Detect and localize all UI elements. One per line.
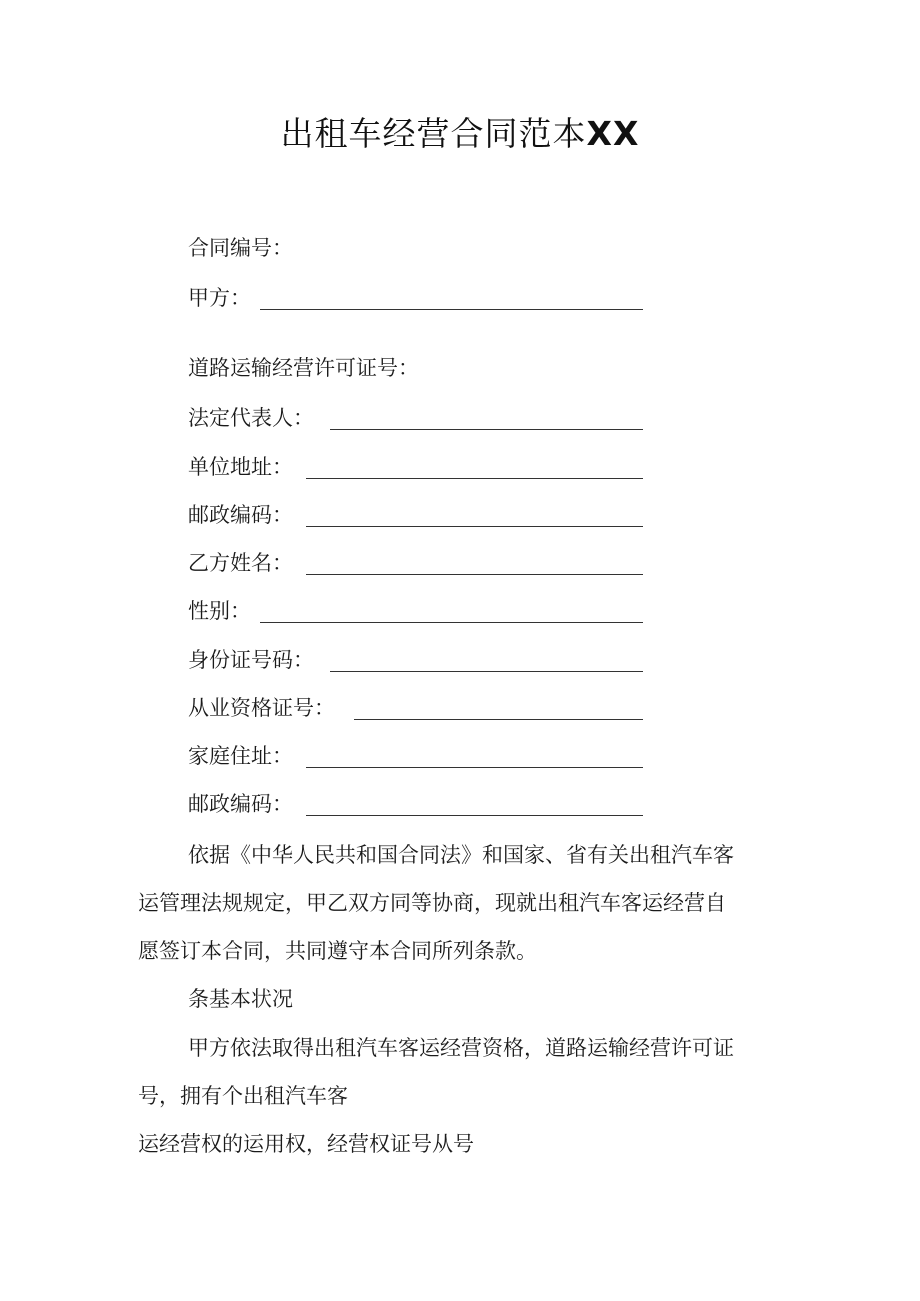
body-paragraph-2-line-2: 号，拥有个出租汽车客 bbox=[138, 1084, 348, 1108]
home-address-label: 家庭住址： bbox=[188, 744, 293, 768]
legal-rep-field[interactable] bbox=[188, 400, 643, 432]
title-suffix: XX bbox=[586, 114, 640, 153]
party-b-name-label: 乙方姓名： bbox=[188, 551, 293, 575]
legal-rep-label: 法定代表人： bbox=[188, 406, 314, 430]
id-number-field[interactable] bbox=[188, 642, 643, 674]
body-paragraph-2-line-1: 甲方依法取得出租汽车客运经营资格，道路运输经营许可证 bbox=[188, 1036, 734, 1060]
gender-blank[interactable] bbox=[260, 621, 643, 623]
postal-code-a-blank[interactable] bbox=[306, 525, 643, 527]
qualification-no-label: 从业资格证号： bbox=[188, 696, 335, 720]
road-permit-label: 道路运输经营许可证号： bbox=[188, 356, 419, 380]
document-title bbox=[0, 108, 920, 155]
postal-code-a-label: 邮政编码： bbox=[188, 503, 293, 527]
title-main: 出租车经营合同范本 bbox=[280, 114, 587, 153]
body-paragraph-1-line-2: 运管理法规规定，甲乙双方同等协商，现就出租汽车客运经营自 bbox=[138, 891, 726, 915]
party-b-name-field[interactable] bbox=[188, 545, 643, 577]
road-permit-field bbox=[188, 350, 648, 382]
contract-number-label: 合同编号： bbox=[188, 236, 293, 260]
home-address-field[interactable] bbox=[188, 738, 643, 770]
postal-code-b-blank[interactable] bbox=[306, 814, 643, 816]
party-b-name-blank[interactable] bbox=[306, 573, 643, 575]
section-title: 条基本状况 bbox=[188, 987, 293, 1011]
party-a-field[interactable] bbox=[188, 280, 643, 312]
gender-field[interactable] bbox=[188, 593, 643, 625]
qualification-no-blank[interactable] bbox=[354, 718, 643, 720]
postal-code-a-field[interactable] bbox=[188, 497, 643, 529]
unit-address-label: 单位地址： bbox=[188, 455, 293, 479]
postal-code-b-field[interactable] bbox=[188, 786, 643, 818]
home-address-blank[interactable] bbox=[306, 766, 643, 768]
postal-code-b-label: 邮政编码： bbox=[188, 792, 293, 816]
gender-label: 性别： bbox=[188, 599, 251, 623]
id-number-blank[interactable] bbox=[330, 670, 643, 672]
body-paragraph-1-line-1: 依据《中华人民共和国合同法》和国家、省有关出租汽车客 bbox=[188, 843, 734, 867]
unit-address-field[interactable] bbox=[188, 449, 643, 481]
party-a-label: 甲方： bbox=[188, 286, 251, 310]
party-a-blank[interactable] bbox=[260, 308, 643, 310]
id-number-label: 身份证号码： bbox=[188, 648, 314, 672]
qualification-no-field[interactable] bbox=[188, 690, 643, 722]
unit-address-blank[interactable] bbox=[306, 477, 643, 479]
contract-number-field bbox=[188, 230, 648, 262]
legal-rep-blank[interactable] bbox=[330, 428, 643, 430]
body-paragraph-2-line-3: 运经营权的运用权，经营权证号从号 bbox=[138, 1132, 474, 1156]
body-paragraph-1-line-3: 愿签订本合同，共同遵守本合同所列条款。 bbox=[138, 939, 537, 963]
